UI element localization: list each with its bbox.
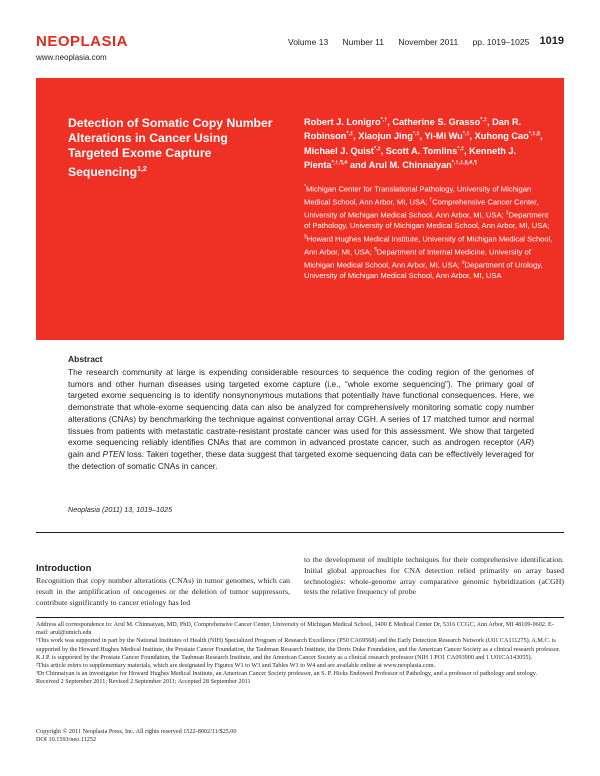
footnotes	[36, 621, 564, 687]
author-name: and Arul M. Chinnaiyan	[350, 160, 452, 171]
received-dates: Received 2 September 2011; Revised 2 September 2011; Accepted 28 September 2011	[36, 678, 251, 686]
affiliation-text: Department of Pathology, University of Michigan Medical School, Ann Arbor, MI, USA;	[304, 210, 550, 231]
abstract-heading: Abstract	[68, 354, 103, 364]
page-range: pp. 1019–1025	[472, 37, 530, 47]
author-name: Dan R. Robinson	[304, 117, 522, 142]
affiliation-text: Department of Urology, University of Michigan Medical School, Ann Arbor, MI, USA	[304, 260, 543, 281]
affiliation-mark: #	[461, 260, 465, 267]
affiliation-mark: *	[304, 184, 306, 190]
journal-website[interactable]: www.neoplasia.com	[36, 53, 107, 62]
citation: Neoplasia (2011) 13, 1019–1025	[68, 505, 173, 514]
page-number: 1019	[539, 35, 564, 47]
divider	[36, 532, 564, 533]
affiliation-mark: §	[304, 233, 307, 240]
author-name: Kenneth J. Pienta	[304, 146, 517, 171]
doi[interactable]: DOI 10.1593/neo.11252	[36, 736, 97, 744]
journal-meta	[288, 37, 541, 47]
article-title: Detection of Somatic Copy Number Alterations in Cancer Using Targeted Exome Capture Sequencing$^{1,2}$	[68, 116, 273, 179]
author-name: Yi-Mi Wu	[424, 131, 463, 142]
author-affiliation-marks: *,‡	[462, 131, 470, 138]
footnote-3: ³Dr Chinnaiyan is an investigator for Howard Hughes Medical Institute, an American Cancer Society professor, an S. P. Hicks Endowed Professor of Pathology, and a professor of pathology and urology.	[36, 670, 538, 678]
author-affiliation-marks: *,‡,§	[528, 131, 541, 138]
copyright-line: Copyright © 2011 Neoplasia Press, Inc. All rights reserved 1522-8002/11/$25.00	[36, 728, 237, 735]
author-name: Robert J. Lonigro	[304, 117, 381, 128]
affiliations	[304, 182, 554, 282]
affiliation-text: Comprehensive Cancer Center, University of Michigan Medical School, Ann Arbor, MI, USA;	[304, 197, 539, 220]
author-name: Xuhong Cao	[474, 131, 529, 142]
author-affiliation-marks: *,‡	[412, 131, 420, 138]
author-name: Scott A. Tomlins	[385, 146, 458, 156]
author-affiliation-marks: *,‡	[373, 145, 381, 152]
title-banner	[36, 78, 564, 340]
author-name: Catherine S. Grasso	[392, 117, 481, 128]
author-affiliation-marks: *,‡	[457, 145, 464, 152]
intro-heading: Introduction	[36, 563, 92, 574]
author-affiliation-marks: *,‡	[480, 117, 487, 123]
author-list: Robert J. Lonigro*,†, Catherine S. Grasso*,‡, Dan R. Robinson*,‡, Xiaojun Jing*,‡, Yi-Mi Wu*,‡, Xuhong Cao*,‡,§, Michael J. Quist*,‡, Scott A. Tomlins*,‡, Kenneth J. Pienta*,†,¶,# and Arul M. Chinnaiyan*,†,‡,§,#,¶	[304, 117, 543, 171]
volume: Volume 13	[288, 37, 329, 47]
author-name: Michael J. Quist	[304, 146, 374, 156]
issue-number: Number 11	[342, 37, 384, 47]
author-affiliation-marks: *,†	[380, 117, 388, 123]
intro-column-right: to the development of multiple techniques for their comprehensive identification. Initial global approaches for CNA detection relied primarily on array based technologies: whole-genome array comparative genomic hybridization (aCGH) tests the relative frequency of probe	[304, 555, 564, 597]
journal-logo: NEOPLASIA	[36, 33, 129, 50]
copyright	[36, 728, 436, 744]
affiliation-mark: ‡	[505, 210, 509, 217]
author-affiliation-marks: *,‡	[346, 131, 354, 138]
affiliation-mark: ¶	[374, 247, 377, 254]
footnote-divider	[36, 617, 564, 618]
correspondence: Address all correspondence to: Arul M. Chinnaiyan, MD, PhD, Comprehensive Cancer Center, University of Michigan Medical School, 1400 E Medical Center Dr, 5316 CCGC, Ann Arbor, MI 48109-0602. E-mail: arul@umich.edu	[36, 621, 554, 637]
author-affiliation-marks: *,†,¶,#	[331, 160, 348, 167]
author-affiliation-marks: *,†,‡,§,#,¶	[451, 160, 477, 167]
abstract-text: The research community at large is expending considerable resources to sequence the coding region of the genomes of tumors and other human diseases using targeted exome capture (i.e., “whole exome sequencing”). The primary goal of targeted exome sequencing is to identify nonsynonymous mutations that potentially have functional consequences. Here, we demonstrate that whole-exome sequencing data can also be analyzed for comprehensively monitoring somatic copy number alterations (CNAs) by benchmarking the technique against conventional array CGH. A series of 17 matched tumor and normal tissues from patients with metastatic castrate-resistant prostate cancer was used for this assessment. We show that targeted exome sequencing reliably identifies CNAs that are common in advanced prostate cancer, such as androgen receptor (AR) gain and PTEN loss. Taken together, these data suggest that targeted exome sequencing data can be effectively leveraged for the detection of somatic CNAs in cancer.	[68, 367, 534, 471]
affiliation-text: Howard Hughes Medical Institute, University of Michigan Medical School, Ann Arbor, MI, USA;	[304, 234, 553, 257]
footnote-1: ¹This work was supported in part by the National Institutes of Health (NIH) Specialized Program of Research Excellence (P50 CA69568) and the Early Detection Research Network (U01 CA111275). A.M.C. is supported by the Howard Hughes Medical Institute, the Prostate Cancer Foundation, the Taubman Research Institute, the Doris Duke Foundation, and the American Cancer Society as a clinical research professor. K.J.P. is supported by the Prostate Cancer Foundation, the Taubman Research Institute, and the American Cancer Society as a clinical research professor (NIH 1 PO1 CA093900 and 1 U01CA143055).	[36, 637, 561, 661]
affiliation-mark: †	[429, 197, 433, 204]
footnote-2: ²This article refers to supplementary materials, which are designated by Figures W1 to W3 and Tables W1 to W4 and are available online at www.neoplasia.com.	[36, 662, 436, 670]
affiliation-text: Department of Internal Medicine, University of Michigan Medical School, Ann Arbor, MI, USA;	[304, 247, 531, 270]
author-name: Xiaojun Jing	[358, 131, 413, 142]
affiliation-text: Michigan Center for Translational Pathology, University of Michigan Medical School, Ann Arbor, MI, USA;	[304, 184, 532, 207]
issue-date: November 2011	[398, 37, 459, 47]
intro-column-left: Recognition that copy number alterations (CNAs) in tumor genomes, which can result in the amplification of oncogenes or the deletion of tumor suppressors, contribute significantly to cancer etiology has led	[36, 576, 290, 607]
